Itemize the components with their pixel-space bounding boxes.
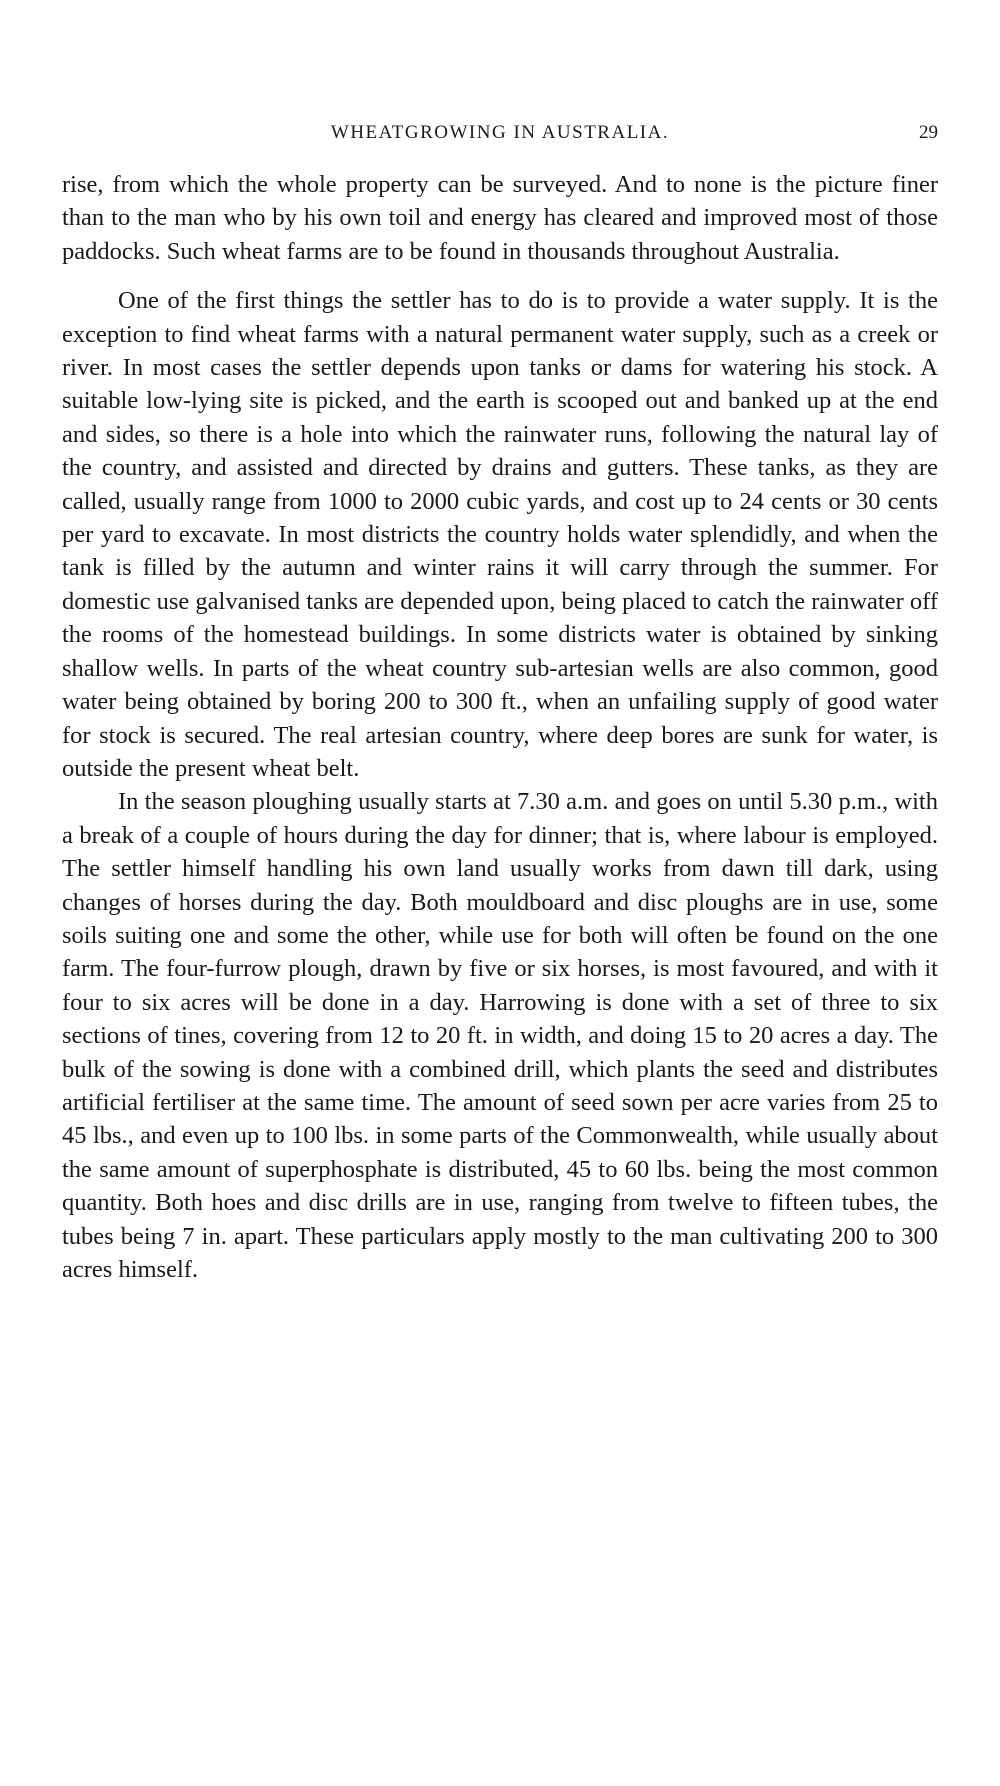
paragraph-continuation: rise, from which the whole property can be surveyed. And to none is the picture finer than to the man who by his own toil and energy has cleared and improved most of those paddocks. Such wheat farms are to be found in thousands throughout Australia. [62,171,938,265]
running-title: WHEATGROWING IN AUSTRALIA. [330,122,670,143]
running-header [62,118,938,148]
paragraph-water-supply: One of the first things the settler has to do is to provide a water supply. It is the exception to find wheat farms with a natural permanent water supply, such as a creek or river. In most cases the settler depends upon tanks or dams for watering his stock. A suitable low-lying site is picked, and the earth is scooped out and banked up at the end and sides, so there is a hole into which the rainwater runs, following the natural lay of the country, and assisted and directed by drains and gutters. These tanks, as they are called, usually range from 1000 to 2000 cubic yards, and cost up to 24 cents or 30 cents per yard to excavate. In most districts the country holds water splendidly, and when the tank is filled by the autumn and winter rains it will carry through the summer. For domestic use galvanised tanks are depended upon, being placed to catch the rainwater off the rooms of the homestead buildings. In some districts water is obtained by sinking shallow wells. In parts of the wheat country sub-artesian wells are also common, good water being obtained by boring 200 to 300 ft., when an unfailing supply of good water for stock is secured. The real artesian country, where deep bores are sunk for water, is outside the present wheat belt. [62,287,938,782]
paragraph-ploughing-season: In the season ploughing usually starts at 7.30 a.m. and goes on until 5.30 p.m., with a break of a couple of hours during the day for dinner; that is, where labour is employed. The settler himself handling his own land usually works from dawn till dark, using changes of horses during the day. Both mouldboard and disc ploughs are in use, some soils suiting one and some the other, while use for both will often be found on the one farm. The four-furrow plough, drawn by five or six horses, is most favoured, and with it four to six acres will be done in a day. Harrowing is done with a set of three to six sections of tines, covering from 12 to 20 ft. in width, and doing 15 to 20 acres a day. The bulk of the sowing is done with a combined drill, which plants the seed and distributes artificial fertiliser at the same time. The amount of seed sown per acre varies from 25 to 45 lbs., and even up to 100 lbs. in some parts of the Commonwealth, while usually about the same amount of superphosphate is distributed, 45 to 60 lbs. being the most common quantity. Both hoes and disc drills are in use, ranging from twelve to fifteen tubes, the tubes being 7 in. apart. These particulars apply mostly to the man cultivating 200 to 300 acres himself. [62,788,938,1283]
body-text [62,168,938,1286]
page-number: 29 [919,122,938,143]
